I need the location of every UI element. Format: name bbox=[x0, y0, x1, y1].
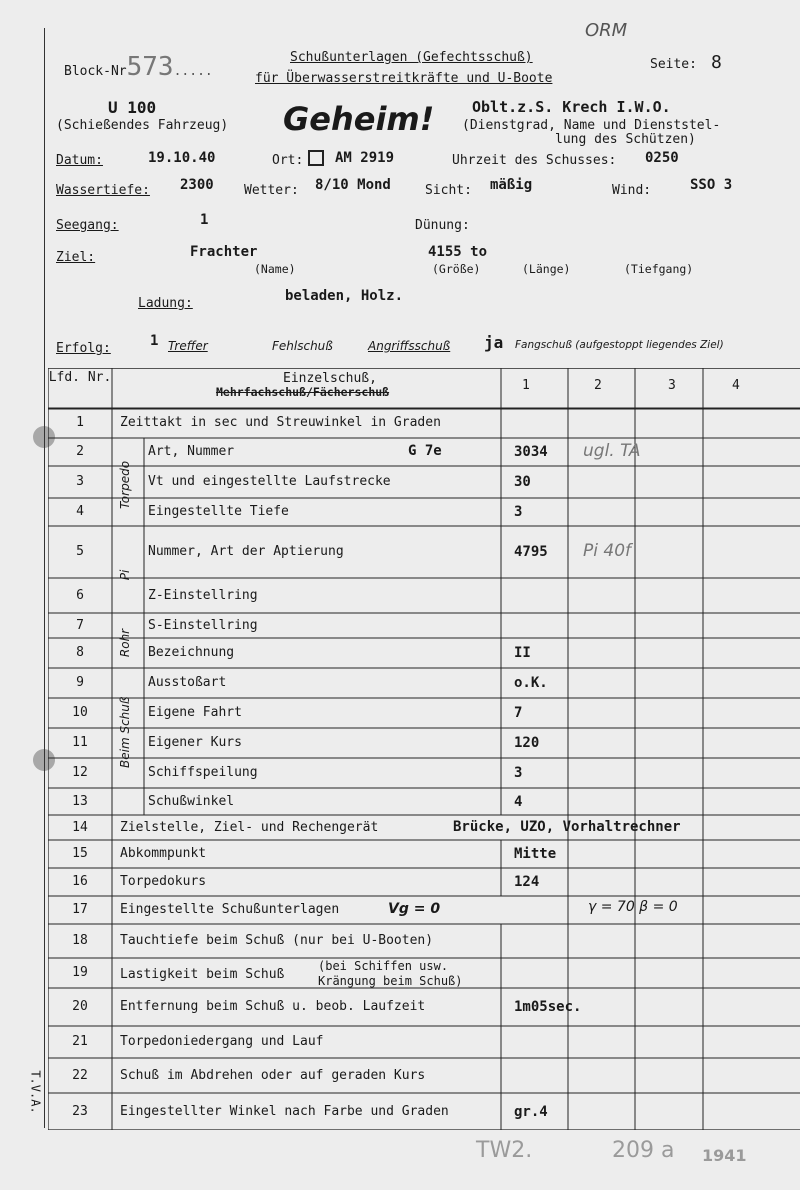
target-name: Frachter bbox=[190, 244, 258, 260]
shooter-name: Oblt.z.S. Krech I.W.O. bbox=[472, 98, 671, 116]
row-label: Eingestellter Winkel nach Farbe und Graden bbox=[120, 1103, 449, 1119]
sight-label: Sicht: bbox=[425, 183, 472, 198]
column-header-4: 4 bbox=[732, 378, 740, 393]
sea-label: Seegang: bbox=[56, 218, 119, 233]
caption-draft: (Tiefgang) bbox=[624, 262, 694, 276]
row-label: Zielstelle, Ziel- und Rechengerät bbox=[120, 819, 379, 835]
date-label: Datum: bbox=[56, 153, 103, 168]
row-label: Torpedokurs bbox=[120, 874, 207, 889]
row-label: Entfernung beim Schuß u. beob. Laufzeit bbox=[120, 999, 426, 1014]
row-label: Nummer, Art der Aptierung bbox=[148, 544, 344, 559]
row-label: Schiffspeilung bbox=[148, 765, 258, 780]
shooter-caption-2: lung des Schützen) bbox=[555, 132, 696, 147]
row-number: 12 bbox=[72, 765, 88, 780]
row-number: 3 bbox=[76, 474, 84, 489]
row-number: 23 bbox=[72, 1103, 88, 1119]
row-value-col1: 3034 bbox=[514, 444, 548, 460]
success-label: Erfolg: bbox=[56, 341, 111, 356]
archive-stamp-2: 209 a bbox=[612, 1138, 675, 1163]
row-number: 20 bbox=[72, 999, 88, 1014]
row-number: 4 bbox=[76, 504, 84, 519]
row-value-col1: 1m05sec. bbox=[514, 999, 582, 1015]
row-number: 8 bbox=[76, 645, 84, 660]
vessel-caption: (Schießendes Fahrzeug) bbox=[56, 118, 229, 133]
block-number-field: Block-Nr573..... bbox=[64, 52, 213, 82]
form-title: Schußunterlagen (Gefechtsschuß) bbox=[290, 50, 533, 65]
row-label: Zeittakt in sec und Streuwinkel in Graden bbox=[120, 415, 441, 430]
row-handwritten-note: γ = 70 β = 0 bbox=[588, 899, 678, 915]
row-value-col1: gr.4 bbox=[514, 1103, 548, 1120]
target-label: Ziel: bbox=[56, 250, 96, 265]
page-label: Seite: bbox=[650, 57, 697, 72]
column-header-single: Einzelschuß, bbox=[283, 371, 377, 386]
row-number: 19 bbox=[72, 965, 88, 980]
group-label-rohr: Rohr bbox=[118, 628, 132, 658]
row-value-col1: 3 bbox=[514, 765, 523, 781]
row-number: 7 bbox=[76, 617, 84, 633]
weather-label: Wetter: bbox=[244, 183, 299, 198]
row-number: 17 bbox=[72, 902, 88, 917]
row-label: Eigene Fahrt bbox=[148, 705, 242, 720]
row-label: Lastigkeit beim Schuß bbox=[120, 967, 285, 982]
grid-square-icon bbox=[308, 150, 324, 166]
hits-value: 1 bbox=[150, 333, 159, 349]
archive-stamp-1: TW2. bbox=[476, 1138, 533, 1163]
row-label: Bezeichnung bbox=[148, 645, 235, 660]
row-number: 16 bbox=[72, 874, 88, 889]
secret-stamp: Geheim! bbox=[283, 100, 435, 138]
group-label-pi: Pi bbox=[118, 569, 132, 581]
row-value-col1: II bbox=[514, 645, 531, 661]
block-label: Block-Nr bbox=[64, 64, 127, 79]
group-label-torpedo: Torpedo bbox=[118, 460, 132, 510]
date-value: 19.10.40 bbox=[148, 150, 216, 166]
row-label: Schuß im Abdrehen oder auf geraden Kurs bbox=[120, 1067, 426, 1083]
row-value-col1: 30 bbox=[514, 474, 531, 490]
block-number: 573 bbox=[126, 52, 174, 82]
row-value-col1: o.K. bbox=[514, 675, 548, 691]
time-label: Uhrzeit des Schusses: bbox=[452, 153, 617, 168]
row-number: 14 bbox=[72, 819, 88, 835]
page-field bbox=[650, 52, 722, 73]
row-label: S-Einstellring bbox=[148, 617, 258, 633]
vessel-name: U 100 bbox=[108, 98, 157, 117]
archive-stamp-3: 1941 bbox=[702, 1146, 747, 1165]
attack-value: ja bbox=[484, 333, 504, 352]
row-label: Abkommpunkt bbox=[120, 846, 207, 861]
row-number: 1 bbox=[76, 415, 84, 430]
shot-data-table bbox=[48, 368, 800, 1130]
row-label: Tauchtiefe beim Schuß (nur bei U-Booten) bbox=[120, 933, 434, 948]
form-subtitle: für Überwasserstreitkräfte und U-Boote bbox=[255, 71, 553, 86]
row-number: 21 bbox=[72, 1034, 88, 1049]
fang-label: Fangschuß (aufgestoppt liegendes Ziel) bbox=[515, 339, 724, 351]
row-label: Torpedoniedergang und Lauf bbox=[120, 1034, 324, 1049]
row-value-col1: 4 bbox=[514, 793, 523, 810]
row-extra-value: G 7e bbox=[408, 443, 442, 459]
row-handwritten-note: Pi 40f bbox=[583, 541, 631, 561]
row-number: 13 bbox=[72, 793, 88, 809]
attack-label: Angriffsschuß bbox=[368, 339, 451, 353]
column-header-2: 2 bbox=[594, 378, 602, 393]
row-number: 6 bbox=[76, 587, 84, 603]
row-label: Z-Einstellring bbox=[148, 587, 258, 603]
column-header-3: 3 bbox=[668, 378, 676, 393]
wind-label: Wind: bbox=[612, 183, 652, 198]
cargo-label: Ladung: bbox=[138, 296, 193, 311]
margin-line bbox=[44, 28, 45, 1128]
hit-label: Treffer bbox=[168, 339, 208, 353]
depth-label: Wassertiefe: bbox=[56, 183, 150, 198]
row-number: 15 bbox=[72, 846, 88, 861]
row-label-note: (bei Schiffen usw. bbox=[318, 959, 449, 973]
sea-value: 1 bbox=[200, 212, 209, 228]
caption-name: (Name) bbox=[254, 262, 296, 276]
row-handwritten-note: ugl. TA bbox=[583, 441, 641, 461]
row-label: Eingestellte Schußunterlagen bbox=[120, 902, 340, 917]
row-label-note: Krängung beim Schuß) bbox=[318, 974, 463, 988]
caption-size: (Größe) bbox=[432, 262, 481, 276]
target-size: 4155 to bbox=[428, 244, 488, 260]
time-value: 0250 bbox=[645, 150, 679, 166]
row-number: 5 bbox=[76, 544, 84, 559]
row-label: Vt und eingestellte Laufstrecke bbox=[148, 474, 391, 489]
margin-mark: T.V.A. bbox=[28, 1070, 43, 1114]
place-label: Ort: bbox=[272, 153, 304, 168]
column-header-1: 1 bbox=[522, 378, 530, 393]
row-number: 9 bbox=[76, 675, 84, 690]
cargo-value: beladen, Holz. bbox=[285, 288, 404, 304]
row-number: 22 bbox=[72, 1067, 88, 1083]
row-label: Ausstoßart bbox=[148, 675, 227, 690]
row-value-col1: 120 bbox=[514, 735, 540, 751]
shooter-caption-1: (Dienstgrad, Name und Dienststel- bbox=[462, 118, 721, 133]
row-value-col1: Mitte bbox=[514, 846, 557, 862]
initials-mark: ORM bbox=[585, 20, 628, 41]
page-number: 8 bbox=[710, 52, 722, 73]
row-label: Art, Nummer bbox=[148, 444, 235, 459]
sight-value: mäßig bbox=[490, 177, 533, 193]
row-extra-value: Brücke, UZO, Vorhaltrechner bbox=[453, 818, 681, 835]
row-value-col1: 124 bbox=[514, 874, 540, 890]
swell-label: Dünung: bbox=[415, 218, 470, 233]
row-label: Eigener Kurs bbox=[148, 735, 242, 750]
row-value-col1: 4795 bbox=[514, 544, 548, 560]
place-value: AM 2919 bbox=[335, 150, 395, 166]
row-value-col1: 3 bbox=[514, 504, 523, 520]
column-header-struck: Mehrfachschuß/Fächerschuß bbox=[216, 385, 390, 399]
row-number: 11 bbox=[72, 735, 88, 750]
depth-value: 2300 bbox=[180, 177, 214, 193]
row-extra-value: Vg = 0 bbox=[388, 901, 441, 917]
group-label-beim-schuss: Beim Schuß bbox=[118, 696, 132, 768]
weather-value: 8/10 Mond bbox=[315, 177, 391, 193]
wind-value: SSO 3 bbox=[690, 177, 733, 193]
row-value-col1: 7 bbox=[514, 705, 523, 721]
row-number: 18 bbox=[72, 933, 88, 948]
row-number: 10 bbox=[72, 705, 88, 720]
row-number: 2 bbox=[76, 444, 84, 459]
row-label: Eingestellte Tiefe bbox=[148, 504, 289, 519]
caption-length: (Länge) bbox=[522, 262, 571, 276]
column-header-nr: Lfd. Nr. bbox=[48, 370, 112, 385]
row-label: Schußwinkel bbox=[148, 793, 235, 809]
miss-label: Fehlschuß bbox=[272, 339, 333, 353]
